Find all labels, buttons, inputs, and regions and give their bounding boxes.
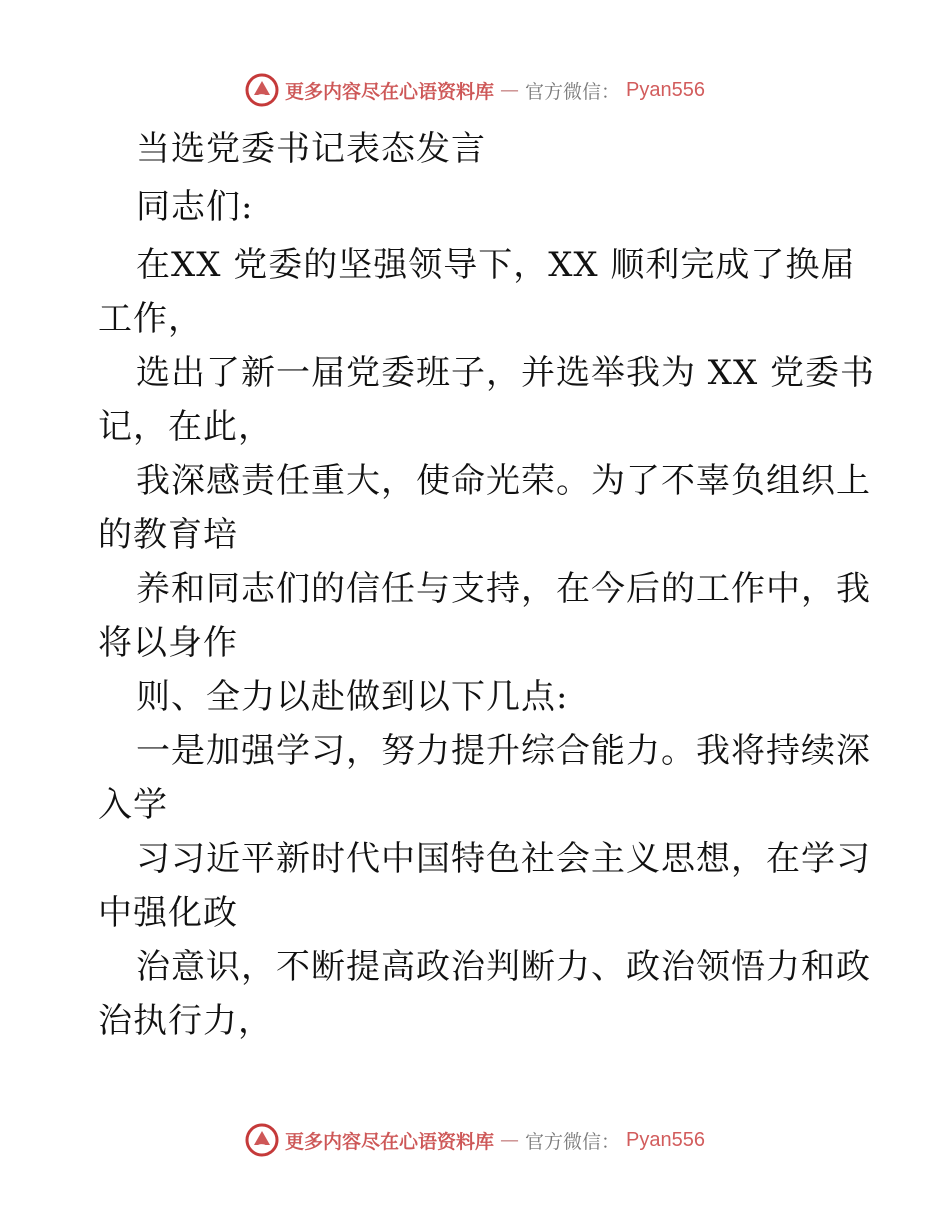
header-wechat-label: 官方微信： — [525, 80, 621, 103]
logo-icon — [245, 73, 279, 107]
document-line: 养和同志们的信任与支持，在今后的工作中，我 — [136, 569, 871, 609]
footer-wechat-label: 官方微信： — [525, 1130, 621, 1153]
document-line: 治意识，不断提高政治判断力、政治领悟力和政 — [136, 947, 871, 987]
document-line: 同志们: — [136, 187, 254, 227]
document-line: 则、全力以赴做到以下几点: — [136, 677, 569, 717]
document-line: 我深感责任重大，使命光荣。为了不辜负组织上 — [136, 461, 871, 501]
document-line: 工作， — [98, 299, 203, 339]
document-line: 一是加强学习，努力提升综合能力。我将持续深 — [136, 731, 871, 771]
document-line: 的教育培 — [98, 515, 238, 555]
header-wechat-id: Pyan556 — [626, 78, 705, 101]
logo-icon — [245, 1123, 279, 1157]
document-line: 当选党委书记表态发言 — [136, 129, 486, 169]
document-line: 入学 — [98, 785, 168, 825]
header-separator: — — [500, 79, 520, 101]
document-line: 选出了新一届党委班子，并选举我为 XX 党委书 — [136, 353, 876, 393]
document-line: 治执行力， — [98, 1001, 273, 1041]
document-line: 习习近平新时代中国特色社会主义思想，在学习 — [136, 839, 871, 879]
document-line: 在XX 党委的坚强领导下，XX 顺利完成了换届 — [136, 245, 856, 285]
document-line: 记，在此， — [98, 407, 273, 447]
header-brand-text: 更多内容尽在心语资料库 — [285, 80, 495, 103]
footer-wechat-id: Pyan556 — [626, 1128, 705, 1151]
document-line: 将以身作 — [98, 623, 238, 663]
footer-brand-text: 更多内容尽在心语资料库 — [285, 1130, 495, 1153]
document-body — [98, 122, 876, 1048]
footer-banner — [0, 1120, 950, 1160]
header-banner — [0, 70, 950, 110]
footer-separator: — — [500, 1129, 520, 1151]
document-line: 中强化政 — [98, 893, 238, 933]
